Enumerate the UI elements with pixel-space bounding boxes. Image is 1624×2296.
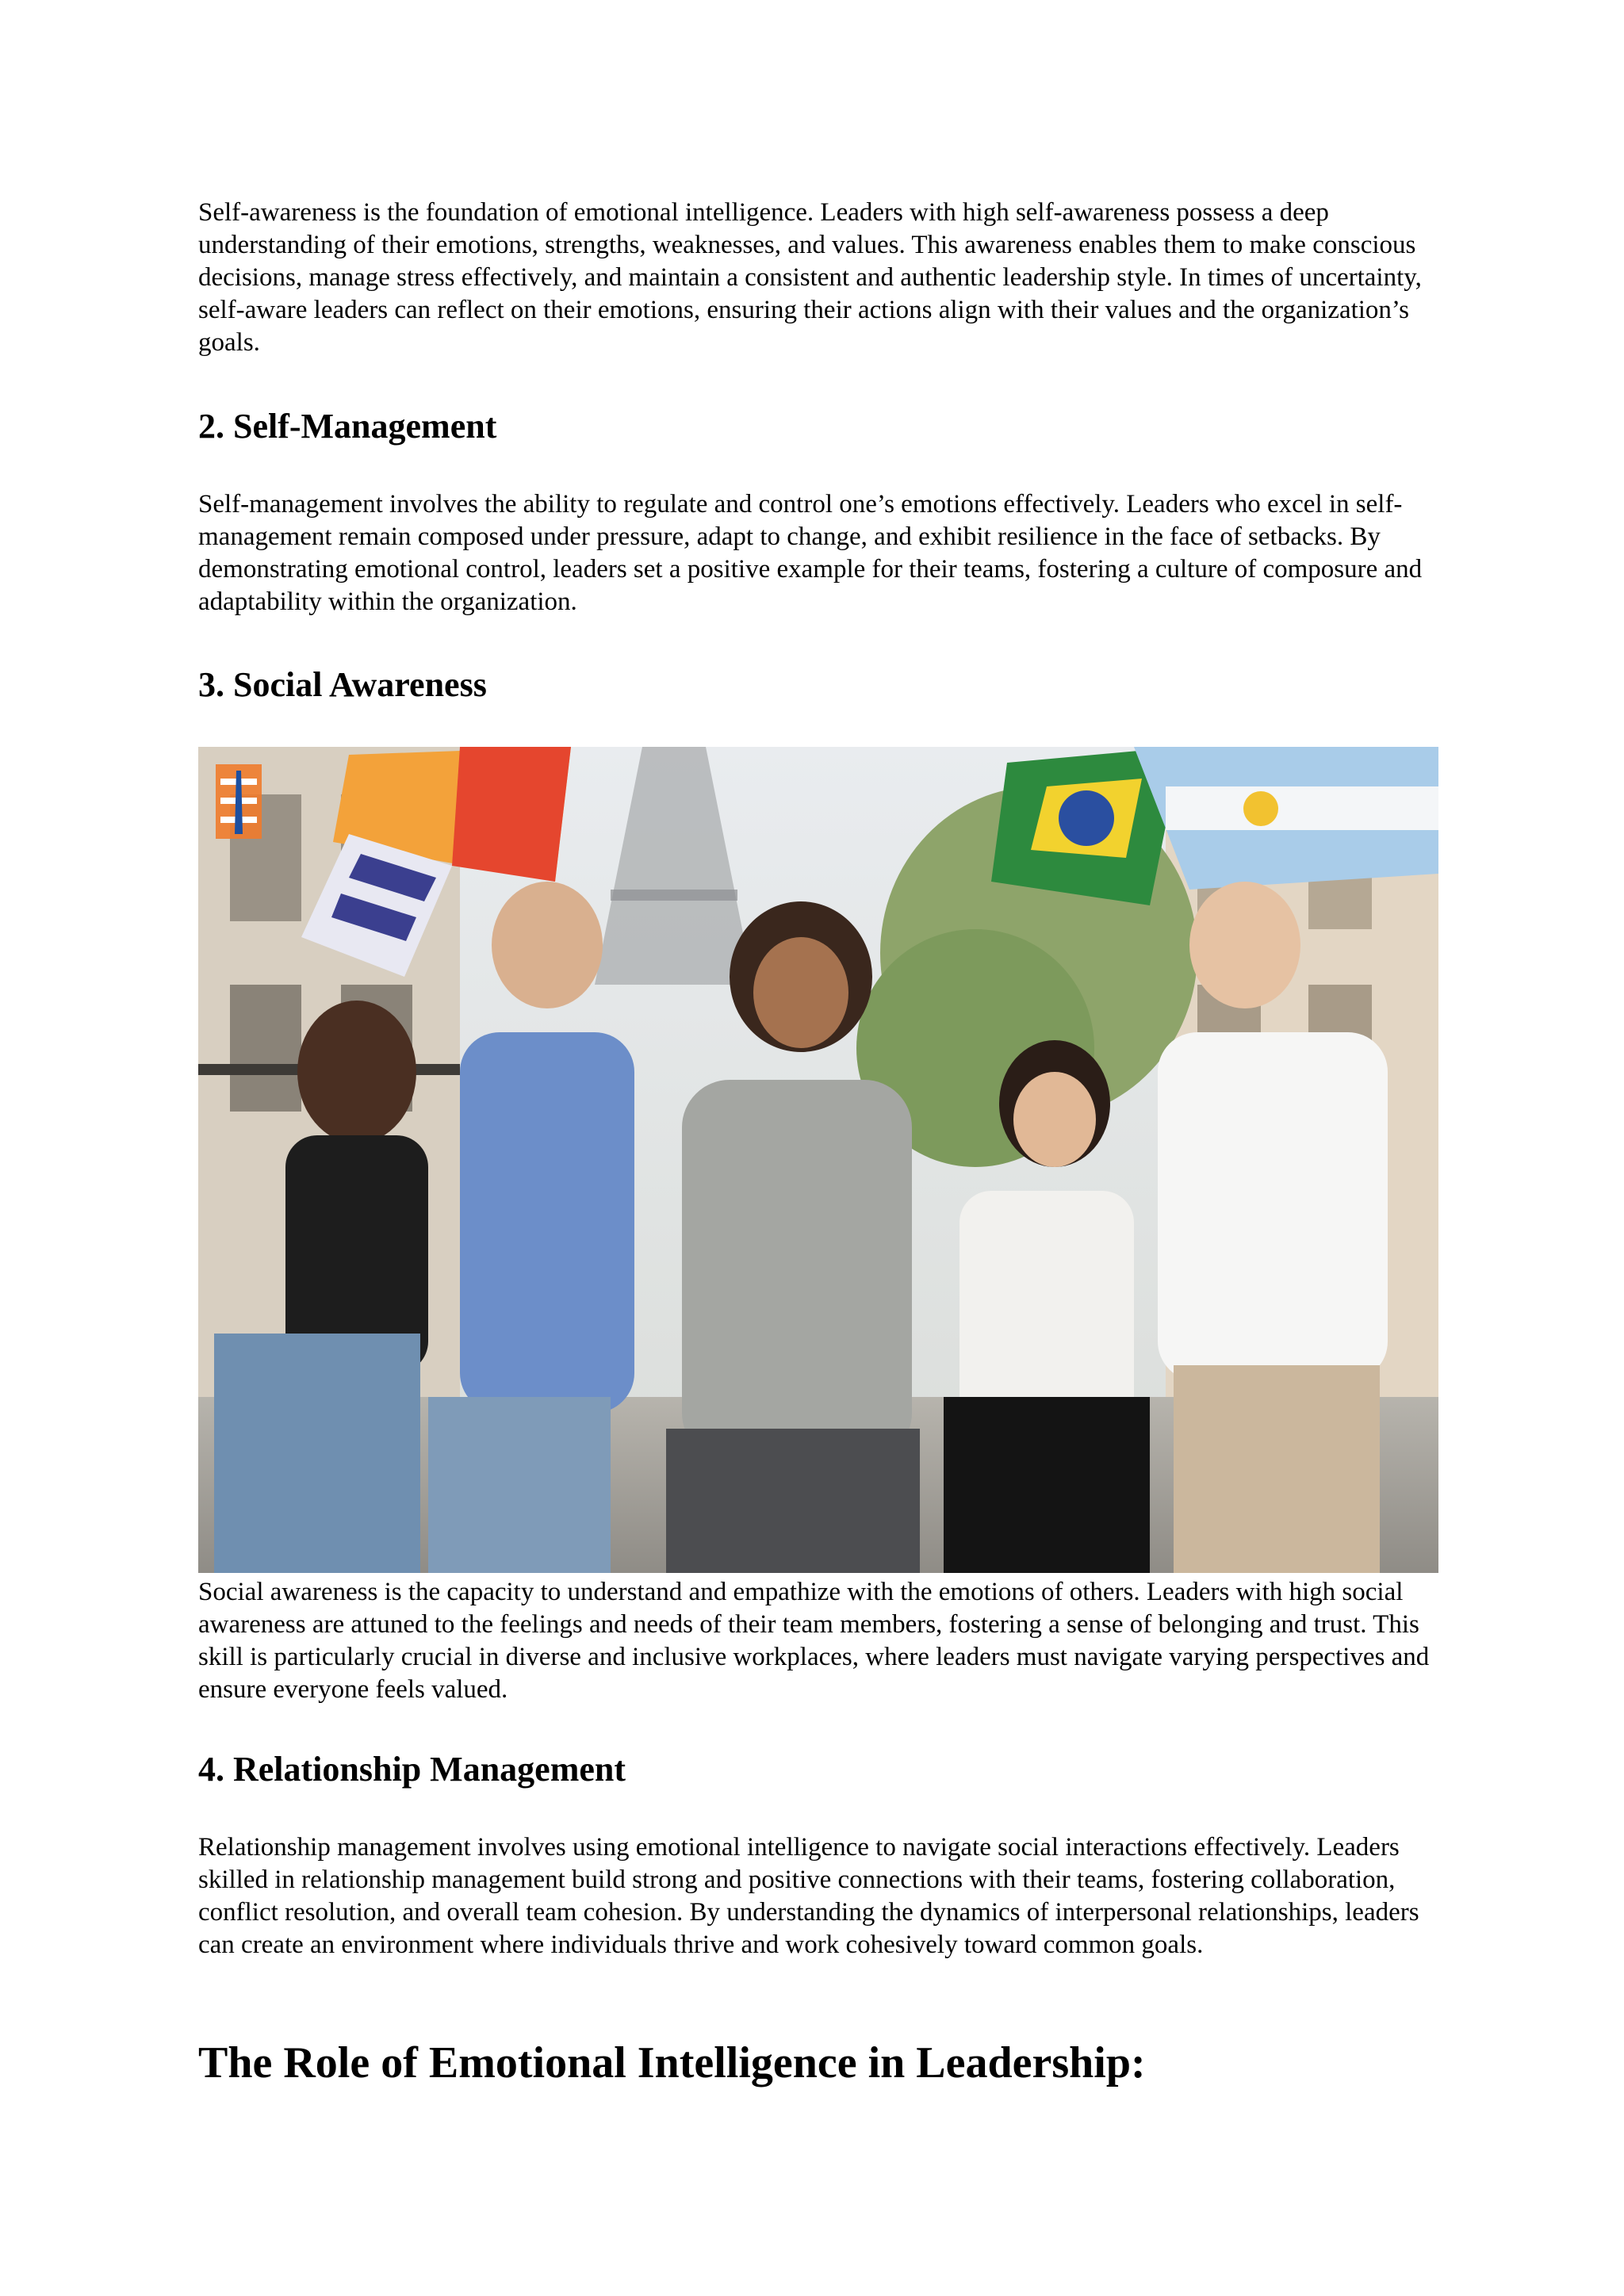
brand-logo [216,764,262,839]
section-paragraph-relationship-management: Relationship management involves using emotional intelligence to navigate social interactions effectively. Leaders skilled in relationship management build strong and positive connections with their teams, fostering collaboration, conflict resolution, and overall team cohesion. By understanding the dynamics of interpersonal relationships, leaders can create an environment where individuals thrive and work cohesively toward common goals. [198,1833,1419,1959]
heading-role-of-ei: The Role of Emotional Intelligence in Leadership: [198,2038,1146,2087]
section-heading-self-management: 2. Self-Management [198,407,497,446]
section-heading-social-awareness: 3. Social Awareness [198,665,487,704]
section-heading-relationship-management: 4. Relationship Management [198,1750,626,1789]
section-paragraph-self-management: Self-management involves the ability to regulate and control one’s emotions effectively. Leaders who excel in self-management remain composed under pressure, adapt to change, and exhibit resilience in the face of setbacks. By demonstrating emotional control, leaders set a positive example for their teams, fostering a culture of composure and adaptability within the organization. [198,490,1423,616]
group-photo [198,747,1438,1573]
section-paragraph-social-awareness: Social awareness is the capacity to understand and empathize with the emotions of others. Leaders with high social awareness are attuned to the feelings and needs of their team members, fostering a sense of belonging and trust. This skill is particularly crucial in diverse and inclusive workplaces, where leaders must navigate varying perspectives and ensure everyone feels valued. [198,1578,1430,1704]
intro-paragraph: Self-awareness is the foundation of emotional intelligence. Leaders with high self-awareness possess a deep understanding of their emotions, strengths, weaknesses, and values. This awareness enables them to make conscious decisions, manage stress effectively, and maintain a consistent and authentic leadership style. In times of uncertainty, self-aware leaders can reflect on their emotions, ensuring their actions align with their values and the organization’s goals. [198,198,1422,357]
